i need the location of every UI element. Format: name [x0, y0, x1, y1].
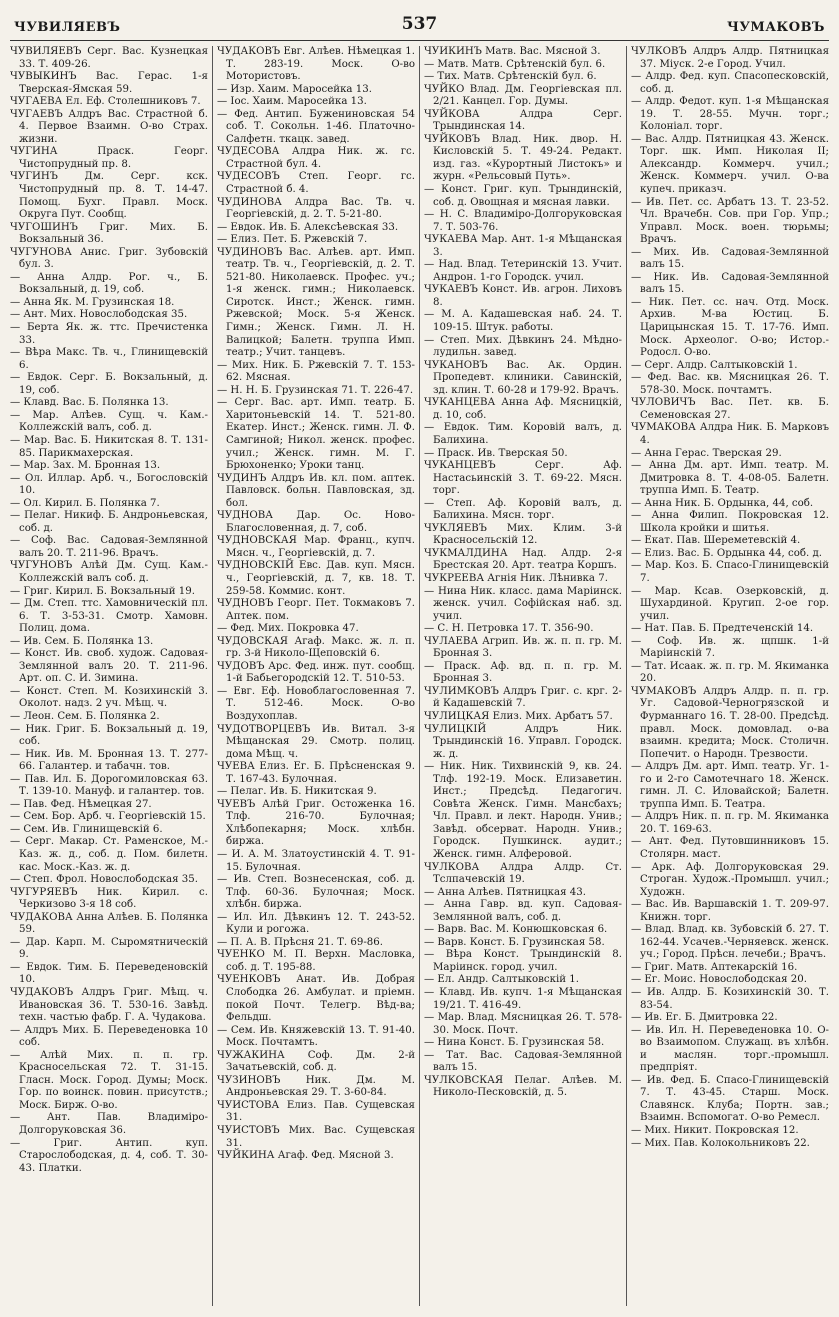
directory-entry: — Григ. Кирил. Б. Вокзальный 19.	[10, 585, 195, 597]
directory-entry: — Конст. Григ. куп. Трындинскій, соб. д. Овощная и мясная лавки.	[424, 184, 622, 208]
directory-entry: ЧУЕНКОВЪ Анат. Ив. Добрая Слободка 26. Амбулат. и пріемн. покой Почт. Телегр. Вѣд-ва; Фельдш.	[217, 974, 415, 1024]
directory-entry: ЧУЛКОВСКАЯ Пелаг. Алѣев. М. Николо-Песковскій, д. 5.	[424, 1074, 622, 1099]
directory-entry: ЧУКАНОВЪ Вас. Ак. Ордин. Пропедевт. клиники. Савинскій, зд. клин. Т. 60-28 и 179-92. Врачъ.	[424, 359, 622, 396]
directory-entry: — Арк. Аф. Долгоруковская 29. Строган. Худож.-Промышл. учил.; Художн.	[631, 861, 829, 898]
directory-entry: ЧУДЕСОВА Алдра Ник. ж. гс. Страстной бул. 4.	[217, 146, 415, 170]
directory-entry: — Пелаг. Никиф. Б. Андроньевская, соб. д.	[10, 510, 208, 534]
directory-entry: — Алѣй Мих. п. п. гр. Красносельская 72. Т. 31-15. Гласн. Моск. Город. Думы; Моск. Гор. по воинск. повин. присутств.; Моск. Бирж. О-во.	[10, 1049, 208, 1111]
directory-entry: ЧУГИНА Праск. Георг. Чистопрудный пр. 8.	[10, 146, 208, 170]
directory-entry: ЧУЙКО Влад. Дм. Георгіевская пл. 2/21. Канцел. Гор. Думы.	[424, 83, 622, 108]
directory-entry: ЧУЛОВИЧЪ Вас. Пет. кв. Б. Семеновская 27.	[631, 397, 829, 421]
directory-entry: — Вѣра Конст. Трындинскій 8. Маріинск. город. учил.	[424, 949, 622, 973]
directory-entry: — М. А. Кадашевская наб. 24. Т. 109-15. Штук. работы.	[424, 309, 622, 334]
directory-entry: ЧУЙКОВА Алдра Серг. Трындинская 14.	[424, 108, 622, 133]
directory-entry: ЧУДОВЪ Арс. Фед. инж. пут. сообщ. 1-й Бабьегородскій 12. Т. 510-53.	[217, 660, 415, 685]
running-head-left: ЧУВИЛЯЕВЪ	[14, 20, 121, 35]
directory-entry: ЧУДНОВА Дар. Ос. Ново-Благословенная, д. 7, соб.	[217, 510, 415, 534]
directory-entry: — Вас. Ив. Варшавскій 1. Т. 209-97. Книжн. торг.	[631, 899, 829, 923]
directory-entry: ЧУДОВСКАЯ Агаф. Макс. ж. л. п. гр. 3-й Николо-Щеповскій 6.	[217, 635, 415, 660]
directory-entry: — Анна Дм. арт. Имп. театр. М. Дмитровка 8. Т. 4-08-05. Балетн. труппа Имп. Б. Театр.	[631, 460, 829, 497]
directory-entry: — Праск. Аф. вд. п. п. гр. М. Бронная 3.	[424, 660, 622, 685]
directory-entry: — Ив. Ил. Н. Переведеновка 10. О-во Взаимопом. Служащ. въ хлѣбн. и маслян. торг.-промышл. предпріят.	[631, 1024, 829, 1074]
directory-entry: — Тат. Исаак. ж. п. гр. М. Якиманка 20.	[631, 660, 829, 685]
directory-entry: — Серг. Вас. арт. Имп. театр. Б. Харитоньевскій 14. Т. 521-80. Екатер. Инст.; Женск. гимн. Л. Ф. Самгиной; Никол. женск. профес. учил.; Женск. гимн. М. Г. Брюхоненко; Уроки танц.	[217, 397, 415, 472]
directory-entry: — Ник. Ив. М. Бронная 13. Т. 277-66. Галантер. и табачн. тов.	[10, 748, 208, 773]
directory-entry: ЧУДИНОВЪ Вас. Алѣев. арт. Имп. театр. Тв. ч., Георгіевскій, д. 2. Т. 521-80. Николаевск. Профес. уч.; 1-я женск. гимн.; Николаевск. Сиротск. Инст.; Женск. гимн. Ржевской; Моск. 5-я Женск. Гимн.; Женск. Гимн. Л. Н. Валицкой; Балетн. труппа Имп. театр.; Учит. танцевъ.	[217, 246, 415, 359]
directory-entry: — Мар. Ксав. Озерковскій, д. Шухардиной. Кругип. 2-ое гор. учил.	[631, 585, 829, 622]
directory-entry: — Ив. Степ. Вознесенская, соб. д. Тлф. 60-36. Булочная; Моск. хлѣбн. биржа.	[217, 874, 415, 911]
directory-entry: — Влад. Влад. кв. Зубовскій б. 27. Т. 162-44. Усачев.-Черняевск. женск. уч.; Город. Прѣсн. лечеби.; Врачъ.	[631, 924, 829, 961]
directory-entry: ЧУГУНОВЪ Алѣй Дм. Сущ. Кам.-Коллежскій валъ соб. д.	[10, 560, 208, 584]
directory-entry: — Евдок. Серг. Б. Вокзальный, д. 19, соб.	[10, 372, 208, 396]
directory-entry: — Мар. Зах. М. Бронная 13.	[10, 460, 161, 472]
directory-entry: ЧУДАКОВЪ Евг. Алѣев. Нѣмецкая 1. Т. 283-19. Моск. О-во Мотористовъ.	[217, 46, 415, 83]
directory-entry: — Ег. Моис. Новослободская 20.	[631, 974, 807, 986]
directory-entry: — Дар. Карп. М. Сыромятническій 9.	[10, 936, 208, 961]
directory-entry: — Клавд. Ив. купч. 1-я Мѣщанская 19/21. Т. 416-49.	[424, 987, 622, 1011]
directory-entry: ЧУЖАКИНА Соф. Дм. 2-й Зачатьевскій, соб. д.	[217, 1049, 415, 1074]
directory-entry: — Изр. Хаим. Маросейка 13.	[217, 83, 372, 95]
directory-entry: ЧУЕВА Елиз. Ег. Б. Прѣсненская 9. Т. 167-43. Булочная.	[217, 761, 415, 785]
directory-entry: — Ант. Фед. Путовшинниковъ 15. Столярн. маст.	[631, 836, 829, 860]
header-rule	[10, 40, 829, 41]
directory-entry: — Алдръ Мих. Б. Переведеновка 10 соб.	[10, 1024, 208, 1049]
directory-entry: — Алдр. Фед. куп. Спасопесковскій, соб. д.	[631, 71, 829, 95]
directory-entry: — Анна Герас. Тверская 29.	[631, 447, 782, 459]
directory-entry: ЧУКЛЯЕВЪ Мих. Клим. 3-й Красносельскій 12.	[424, 522, 622, 547]
directory-entry: ЧУДАКОВА Анна Алѣев. Б. Полянка 59.	[10, 911, 208, 936]
directory-entry: — Алдръ Ник. п. п. гр. М. Якиманка 20. Т. 169-63.	[631, 811, 829, 835]
directory-entry: — Конст. Ив. своб. худож. Садовая-Землянной валъ 20. Т. 211-96. Арт. оп. С. И. Зимина.	[10, 648, 208, 685]
directory-entry: — Фед. Мих. Покровка 47.	[217, 623, 359, 635]
directory-entry: — Фед. Антип. Бужениновская 54 соб. Т. Сокольн. 1-46. Платочно-Салфетн. ткацк. завед.	[217, 108, 415, 145]
directory-entry: — Нат. Пав. Б. Предтеченскій 14.	[631, 623, 814, 635]
directory-entry: — Пелаг. Ив. Б. Никитская 9.	[217, 786, 377, 798]
directory-entry: — Ил. Ил. Дѣвкинъ 12. Т. 243-52. Кули и рогожа.	[217, 911, 415, 936]
directory-entry: — Вѣра Макс. Тв. ч., Глинищевскій 6.	[10, 347, 208, 371]
directory-entry: — Анна Алѣев. Пятницкая 43.	[424, 886, 586, 898]
directory-entry: — Анна Филип. Покровская 12. Школа кройки и шитья.	[631, 510, 829, 534]
column-2	[212, 46, 419, 1306]
directory-entry: — Анна Гавр. вд. куп. Садовая-Землянной валъ, соб. д.	[424, 899, 622, 923]
directory-entry: ЧУКАЕВА Мар. Ант. 1-я Мѣщанская 3.	[424, 234, 622, 258]
directory-entry: — Ив. Алдр. Б. Козихинскій 30. Т. 83-54.	[631, 987, 829, 1011]
directory-entry: ЧУДЕСОВЪ Степ. Георг. гс. Страстной б. 4.	[217, 171, 415, 196]
directory-entry: — Елиз. Пет. Б. Ржевскій 7.	[217, 234, 368, 246]
directory-entry: — Тат. Вас. Садовая-Землянной валъ 15.	[424, 1049, 622, 1074]
directory-entry: ЧУДОТВОРЦЕВЪ Ив. Витал. 3-я Мѣщанская 29. Смотр. полиц. дома Мѣщ. ч.	[217, 723, 415, 760]
directory-entry: — Пав. Фед. Нѣмецкая 27.	[10, 798, 152, 810]
directory-entry: ЧУДИНЪ Алдръ Ив. кл. пом. аптек. Павловск. больн. Павловская, зд. бол.	[217, 472, 415, 509]
directory-entry: ЧУКАЕВЪ Конст. Ив. агрон. Лиховъ 8.	[424, 284, 622, 308]
directory-entry: ЧУЙКИНЪ Матв. Вас. Мясной 3.	[424, 46, 601, 57]
directory-entry: — Тих. Матв. Срѣтенскій бул. 6.	[424, 71, 597, 83]
columns	[6, 46, 833, 1306]
directory-entry: — Алдръ Дм. арт. Имп. театр. Уг. 1-го и 2-го Самотечнаго 18. Женск. гимн. Л. С. Иловайской; Балетн. труппа Имп. Б. Театра.	[631, 761, 829, 810]
running-head-right: ЧУМАКОВЪ	[727, 20, 825, 35]
directory-entry: — Евг. Еф. Новоблагословенная 7. Т. 512-46. Моск. О-во Воздухоплав.	[217, 685, 415, 722]
directory-entry: — Мих. Никит. Покровская 12.	[631, 1125, 799, 1137]
directory-entry: — Нина Конст. Б. Грузинская 58.	[424, 1037, 605, 1049]
directory-entry: ЧУВЫКИНЪ Вас. Герас. 1-я Тверская-Ямская 59.	[10, 71, 208, 95]
directory-entry: — Н. Н. Б. Грузинская 71. Т. 226-47.	[217, 384, 414, 396]
directory-entry: — Ив. Фед. Б. Спасо-Глинищевскій 7. Т. 43-45. Старш. Моск. Славянск. Клуба; Портн. зав.; Взаимн. Вспомогат. О-во Ремесл.	[631, 1074, 829, 1124]
directory-entry: — Екат. Пав. Шереметевскій 4.	[631, 535, 801, 547]
directory-entry: — Анна Ник. Б. Ордынка, 44, соб.	[631, 497, 814, 509]
directory-entry: ЧУЗИНОВЪ Ник. Дм. М. Андроньевская 29. Т. 3-60-84.	[217, 1074, 415, 1099]
directory-entry: — Ив. Пет. сс. Арбатъ 13. Т. 23-52. Чл. Врачебн. Сов. при Гор. Упр.; Управл. Моск. воен. тюрьмы; Врачъ.	[631, 196, 829, 246]
directory-entry: — Ив. Сем. Б. Полянка 13.	[10, 635, 154, 647]
directory-entry: — Мих. Пав. Колокольниковъ 22.	[631, 1137, 810, 1149]
directory-entry: — Варв. Конст. Б. Грузинская 58.	[424, 936, 605, 948]
directory-entry: — Мар. Алѣев. Сущ. ч. Кам.-Коллежскій валъ, соб. д.	[10, 409, 208, 434]
directory-entry: — Евдок. Тим. Б. Переведеновскій 10.	[10, 961, 208, 986]
directory-entry: — Ник. Ив. Садовая-Землянной валъ 15.	[631, 271, 829, 296]
directory-entry: — Ант. Мих. Новослободская 35.	[10, 309, 188, 321]
directory-entry: ЧУЙКИНА Агаф. Фед. Мясной 3.	[217, 1150, 394, 1162]
directory-entry: — Соф. Вас. Садовая-Землянной валъ 20. Т. 211-96. Врачъ.	[10, 535, 208, 559]
directory-entry: — Конст. Степ. М. Козихинскій 3. Околот. надз. 2 уч. Мѣщ. ч.	[10, 685, 208, 710]
directory-entry: — Степ. Аф. Коровій валъ, д. Балихина. Мясн. торг.	[424, 497, 622, 522]
directory-entry: ЧУЛИЦКІЙ Алдръ Ник. Трындинскій 16. Управл. Городск. ж. д.	[424, 723, 622, 760]
directory-entry: ЧУГАЕВА Ел. Еф. Столешниковъ 7.	[10, 96, 201, 108]
directory-entry: ЧУЛАЕВА Агрип. Ив. ж. п. п. гр. М. Бронная 3.	[424, 635, 622, 660]
directory-entry: ЧУГОШИНЪ Григ. Мих. Б. Вокзальный 36.	[10, 221, 208, 246]
directory-entry: ЧУКАНЦЕВА Анна Аф. Мясницкій, д. 10, соб.	[424, 397, 622, 421]
directory-entry: ЧУВИЛЯЕВЪ Серг. Вас. Кузнецкая 33. Т. 409-26.	[10, 46, 208, 70]
directory-entry: ЧУГИНЪ Дм. Серг. кск. Чистопрудный пр. 8. Т. 14-47. Помощ. Бухг. Правл. Моск. Округа Пут. Сообщ.	[10, 171, 208, 221]
directory-entry: — Алдр. Федот. куп. 1-я Мѣщанская 19. Т. 28-55. Мучн. торг.; Колоніал. торг.	[631, 96, 829, 133]
directory-entry: — Степ. Фрол. Новослободская 35.	[10, 874, 198, 886]
directory-entry: ЧУЕВЪ Алѣй Григ. Остоженка 16. Тлф. 216-70. Булочная; Хлѣбопекарня; Моск. хлѣбн. биржа.	[217, 798, 415, 848]
directory-entry: — Анна Як. М. Грузинская 18.	[10, 296, 175, 308]
directory-entry: ЧУГУНОВА Анис. Григ. Зубовскій бул. 3.	[10, 246, 208, 271]
directory-entry: — Берта Як. ж. ттс. Пречистенка 33.	[10, 322, 208, 346]
directory-entry: — Мар. Влад. Мясницкая 26. Т. 578-30. Моск. Почт.	[424, 1012, 622, 1036]
column-4	[626, 46, 833, 1306]
directory-entry: — Ник. Григ. Б. Вокзальный д. 19, соб.	[10, 723, 208, 748]
directory-entry: — Сем. Ив. Княжевскій 13. Т. 91-40. Моск. Почтамтъ.	[217, 1024, 415, 1049]
directory-entry: — Сем. Бор. Арб. ч. Георгіевскій 15.	[10, 811, 206, 823]
directory-entry: ЧУКАНЦЕВЪ Серг. Аф. Настасьинскій 3. Т. 69-22. Мясн. торг.	[424, 460, 622, 497]
directory-entry: ЧУМАКОВА Алдра Ник. Б. Марковъ 4.	[631, 422, 829, 446]
directory-entry: — Ант. Пав. Владиміро-Долгоруковская 36.	[10, 1112, 208, 1137]
column-1	[6, 46, 212, 1306]
directory-entry: — Нина Ник. класс. дама Маріинск. женск. учил. Софійская наб. зд. учил.	[424, 585, 622, 622]
directory-entry: — П. А. В. Прѣсня 21. Т. 69-86.	[217, 936, 383, 948]
directory-entry: — Степ. Мих. Дѣвкинъ 24. Мѣдно-лудильн. завед.	[424, 334, 622, 359]
directory-entry: — Мар. Коз. Б. Спасо-Глинищевскій 7.	[631, 560, 829, 584]
directory-entry: — Ел. Андр. Салтыковскій 1.	[424, 974, 579, 986]
column-3	[419, 46, 626, 1306]
directory-entry: ЧУГАЕВЪ Алдръ Вас. Страстной б. 4. Первое Взаимн. О-во Страх. жизни.	[10, 108, 208, 145]
directory-entry: — Матв. Матв. Срѣтенскій бул. 6.	[424, 58, 606, 70]
directory-entry: — Мар. Вас. Б. Никитская 8. Т. 131-85. Парикмахерская.	[10, 434, 208, 459]
directory-entry: — Мих. Ник. Б. Ржевскій 7. Т. 153-62. Мясная.	[217, 359, 415, 384]
directory-entry: — Евдок. Тим. Коровій валъ, д. Балихина.	[424, 422, 622, 446]
directory-entry: ЧУДИНОВА Алдра Вас. Тв. ч. Георгіевскій, д. 2. Т. 5-21-80.	[217, 196, 415, 221]
directory-entry: ЧУКМАЛДИНА Над. Алдр. 2-я Брестская 20. Арт. театра Коршъ.	[424, 547, 622, 572]
directory-entry: — Над. Влад. Тетеринскій 13. Учит. Андрон. 1-го Городск. учил.	[424, 259, 622, 283]
directory-entry: — Пав. Ил. Б. Дорогомиловская 63. Т. 139-10. Мануф. и галантер. тов.	[10, 773, 208, 798]
directory-entry: ЧУИСТОВЪ Мих. Вас. Сущевская 31.	[217, 1125, 415, 1149]
directory-entry: — Праск. Ив. Тверская 50.	[424, 447, 568, 459]
directory-entry: ЧУДНОВСКІЙ Евс. Дав. куп. Мясн. ч., Георгіевскій, д. 7, кв. 18. Т. 259-58. Коммис. конт.	[217, 560, 415, 597]
directory-entry: — Клавд. Вас. Б. Полянка 13.	[10, 397, 169, 409]
page-header	[6, 0, 833, 46]
directory-entry: ЧУКРЕЕВА Агнія Ник. Лѣнивка 7.	[424, 572, 608, 584]
directory-entry: — Серг. Макар. Ст. Раменское, М.-Каз. ж. д., соб. д. Пом. билетн. кас. Моск.-Каз. ж. д.	[10, 836, 208, 873]
directory-entry: ЧУИСТОВА Елиз. Пав. Сущевская 31.	[217, 1099, 415, 1124]
directory-entry: ЧУЛКОВЪ Алдръ Алдр. Пятницкая 37. Міуск. 2-е Город. Учил.	[631, 46, 829, 70]
directory-entry: ЧУГУРЯЕВЪ Ник. Кирил. с. Черкизово 3-я 18 соб.	[10, 886, 208, 911]
directory-entry: — Ник. Ник. Тихвинскій 9, кв. 24. Тлф. 192-19. Моск. Елизаветин. Инст.; Предсѣд. Педагогич. Совѣта Женск. Гимн. Мансбахъ; Чл. Правл. и лект. Народн. Унив.; Завѣд. обсерват. Народн. Унив.; Городск. Пушкинск. аудит.; Женск. гимн. Алферовой.	[424, 761, 622, 860]
directory-entry: — Дм. Степ. ттс. Хамовническій пл. 6. Т. 3-53-31. Смотр. Хамовн. Полиц. дома.	[10, 598, 208, 635]
directory-entry: — И. А. М. Златоустинскій 4. Т. 91-15. Булочная.	[217, 849, 415, 873]
directory-entry: — Елиз. Вас. Б. Ордынка 44, соб. д.	[631, 547, 822, 559]
directory-entry: ЧУЛКОВА Алдра Алдр. Ст. Тслпачевскій 19.	[424, 861, 622, 886]
directory-entry: ЧУЛИЦКАЯ Елиз. Мих. Арбатъ 57.	[424, 710, 613, 722]
directory-entry: — Леон. Сем. Б. Полянка 2.	[10, 710, 160, 722]
directory-entry: — Фед. Вас. кв. Мясницкая 26. Т. 578-30. Моск. почтамтъ.	[631, 372, 829, 396]
page-number: 537	[401, 14, 438, 34]
directory-entry: — Соф. Ив. ж. щпшк. 1-й Маріинскій 7.	[631, 635, 829, 660]
directory-entry: — Вас. Алдр. Пятницкая 43. Женск. Торг. шк. Имп. Николая II; Александр. Коммерч. учил.; Женск. Коммерч. учил. О-ва купеч. приказч.	[631, 133, 829, 196]
directory-entry: ЧУМАКОВЪ Алдръ Алдр. п. п. гр. Уг. Садовой-Черногрязской и Фурманнаго 16. Т. 28-00. Предсѣд. правл. Моск. домовлад. о-ва взаимн. кредита; Моск. Столичн. Попечит. о Народн. Трезвости.	[631, 685, 829, 760]
directory-entry: — Григ. Матв. Аптекарскій 16.	[631, 961, 798, 973]
directory-entry: — Сем. Ив. Глинищевскій 6.	[10, 823, 163, 835]
directory-entry: — С. Н. Петровка 17. Т. 356-90.	[424, 623, 594, 635]
directory-entry: — Евдок. Ив. Б. Алексѣевская 33.	[217, 221, 399, 233]
directory-entry: — Мих. Ив. Садовая-Землянной валъ 15.	[631, 246, 829, 271]
directory-entry: — Серг. Алдр. Салтыковскій 1.	[631, 359, 798, 371]
directory-entry: — Ол. Кирил. Б. Полянка 7.	[10, 497, 160, 509]
directory-entry: — Н. С. Владиміро-Долгоруковская 7. Т. 503-76.	[424, 209, 622, 233]
directory-entry: — Іос. Хаим. Маросейка 13.	[217, 96, 367, 108]
directory-entry: ЧУЛИМКОВЪ Алдръ Григ. с. крг. 2-й Кадашевскій 7.	[424, 685, 622, 710]
directory-entry: ЧУЙКОВЪ Влад. Ник. двор. Н. Кисловскій 5. Т. 49-24. Редакт. изд. газ. «Курортный Листокъ» и журн. «Рельсовый Путь».	[424, 133, 622, 183]
directory-entry: ЧУДНОВЪ Георг. Пет. Токмаковъ 7. Аптек. пом.	[217, 598, 415, 622]
directory-entry: — Анна Алдр. Рог. ч., Б. Вокзальный, д. 19, соб.	[10, 271, 208, 296]
directory-entry: ЧУЕНКО М. П. Верхн. Масловка, соб. д. Т. 195-88.	[217, 949, 415, 973]
directory-entry: — Григ. Антип. куп. Старослободская, д. 4, соб. Т. 30-43. Платки.	[10, 1137, 208, 1174]
directory-entry: — Ник. Пет. сс. нач. Отд. Моск. Архив. М-ва Юстиц. Б. Царицынская 15. Т. 17-76. Имп. Моск. Археолог. О-во; Истор.-Родосл. О-во.	[631, 296, 829, 359]
directory-entry: — Ол. Иллар. Арб. ч., Богословскій 10.	[10, 472, 208, 497]
directory-entry: — Ив. Ег. Б. Дмитровка 22.	[631, 1012, 778, 1024]
directory-entry: ЧУДНОВСКАЯ Мар. Франц., купч. Мясн. ч., Георгіевскій, д. 7.	[217, 535, 415, 559]
directory-entry: ЧУДАКОВЪ Алдръ Григ. Мѣщ. ч. Ивановская 36. Т. 530-16. Завѣд. техн. частью фабр. Г. А. Чудакова.	[10, 987, 208, 1024]
directory-entry: — Варв. Вас. М. Конюшковская 6.	[424, 924, 608, 936]
